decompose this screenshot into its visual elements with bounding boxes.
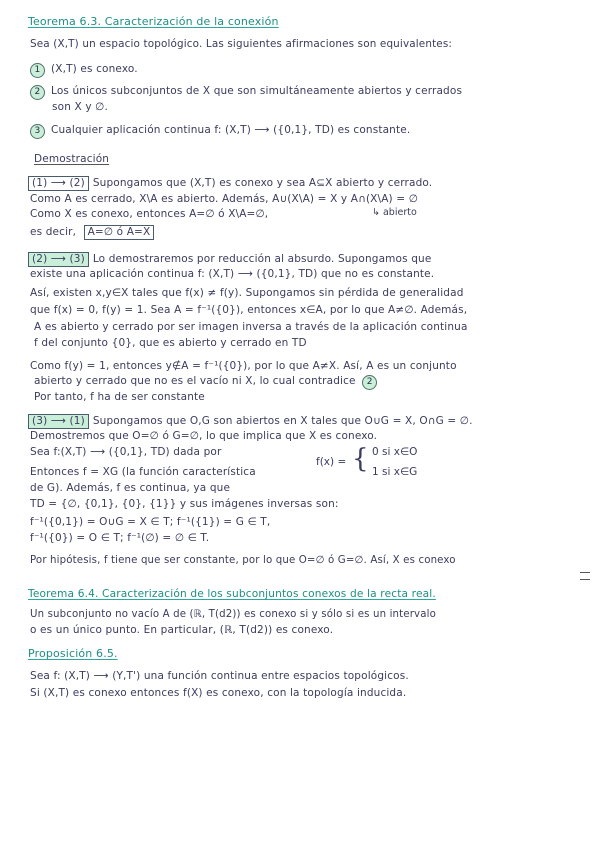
margin-mark <box>580 572 590 580</box>
proof-1-2-note: ↳ abierto <box>372 207 417 218</box>
proof-3-1-line-2: Demostremos que O=∅ ó G=∅, lo que implica que X es conexo. <box>30 430 378 442</box>
proof-3-1-text-1: Supongamos que O,G son abiertos en X tales que O∪G = X, O∩G = ∅. <box>92 415 473 427</box>
proof-1-2-text-4: es decir, <box>30 226 77 238</box>
proof-2-3-line-4: que f(x) = 0, f(y) = 1. Sea A = f⁻¹({0}), entonces x∈A, por lo que A≠∅. Además, <box>30 304 468 316</box>
theorem-6-3-intro: Sea (X,T) un espacio topológico. Las siguientes afirmaciones son equivalentes: <box>30 38 453 50</box>
item-2-text: Los únicos subconjuntos de X que son simultáneamente abiertos y cerrados <box>51 85 463 97</box>
proof-3-1-fx: f(x) = <box>316 456 347 468</box>
proof-2-3-text-8: abierto y cerrado que no es el vacío ni X, lo cual contradice <box>34 375 356 387</box>
proof-2-3-line-8 <box>34 375 383 390</box>
proof-2-3-line-1 <box>28 252 431 267</box>
theorem-6-4-title: Teorema 6.4. Caracterización de los subconjuntos conexos de la recta real. <box>28 588 436 600</box>
item-3-text: Cualquier aplicación continua f: (X,T) ⟶ ({0,1}, TD) es constante. <box>51 124 411 136</box>
proof-3-1-line-3: Sea f:(X,T) ⟶ ({0,1}, TD) dada por <box>30 446 222 458</box>
theorem-6-4-line-2: o es un único punto. En particular, (ℝ, T(d2)) es conexo. <box>30 624 334 636</box>
proof-1-2-text-1: Supongamos que (X,T) es conexo y sea A⊆X abierto y cerrado. <box>92 177 433 189</box>
proposition-6-5-title: Proposición 6.5. <box>28 647 118 660</box>
proof-2-3-line-9: Por tanto, f ha de ser constante <box>34 391 205 403</box>
proof-2-3-label: (2) ⟶ (3) <box>28 252 89 267</box>
item-1 <box>30 63 138 78</box>
proof-2-3-line-5: A es abierto y cerrado por ser imagen inversa a través de la aplicación continua <box>34 321 468 333</box>
demonstration-title: Demostración <box>34 153 110 165</box>
proof-1-2-line-1 <box>28 176 432 191</box>
proof-3-1-line-9: Por hipótesis, f tiene que ser constante, por lo que O=∅ ó G=∅. Así, X es conexo <box>30 555 456 566</box>
proof-3-1-line-1 <box>28 414 473 429</box>
item-1-number: 1 <box>30 63 45 78</box>
theorem-6-4-line-1: Un subconjunto no vacío A de (ℝ, T(d2)) es conexo si y sólo si es un intervalo <box>30 609 436 620</box>
item-2-number: 2 <box>30 85 45 100</box>
proof-1-2-label: (1) ⟶ (2) <box>28 176 89 191</box>
proof-3-1-line-4: Entonces f = XG (la función característica <box>30 466 256 478</box>
item-2-cont: son X y ∅. <box>52 101 108 113</box>
proof-3-1-line-5: de G). Además, f es continua, ya que <box>30 482 231 494</box>
item-3-number: 3 <box>30 124 45 139</box>
proof-3-1-line-8: f⁻¹({0}) = O ∈ T; f⁻¹(∅) = ∅ ∈ T. <box>30 532 210 544</box>
proof-3-1-case-2: 1 si x∈G <box>372 466 418 478</box>
item-2 <box>30 85 462 100</box>
item-3 <box>30 124 410 139</box>
proof-3-1-line-7: f⁻¹({0,1}) = O∪G = X ∈ T; f⁻¹({1}) = G ∈ T, <box>30 516 271 528</box>
proof-2-3-line-7: Como f(y) = 1, entonces y∉A = f⁻¹({0}), por lo que A≠X. Así, A es un conjunto <box>30 360 457 372</box>
proof-2-3-text-1: Lo demostraremos por reducción al absurdo. Supongamos que <box>92 253 432 265</box>
item-1-text: (X,T) es conexo. <box>51 63 138 75</box>
proof-1-2-line-4 <box>30 225 158 240</box>
proof-3-1-line-6: TD = {∅, {0,1}, {0}, {1}} y sus imágenes inversas son: <box>30 498 339 510</box>
proof-2-3-line-6: f del conjunto {0}, que es abierto y cerrado en TD <box>34 337 307 349</box>
proposition-6-5-line-1: Sea f: (X,T) ⟶ (Y,T') una función continua entre espacios topológicos. <box>30 670 409 682</box>
proof-2-3-line-3: Así, existen x,y∈X tales que f(x) ≠ f(y). Supongamos sin pérdida de generalidad <box>30 287 464 299</box>
proof-1-2-result: A=∅ ó A=X <box>84 225 155 240</box>
proposition-6-5-line-2: Si (X,T) es conexo entonces f(X) es conexo, con la topología inducida. <box>30 687 407 699</box>
proof-3-1-label: (3) ⟶ (1) <box>28 414 89 429</box>
proof-2-3-line-2: existe una aplicación continua f: (X,T) ⟶ ({0,1}, TD) que no es constante. <box>30 268 435 280</box>
theorem-6-3-title: Teorema 6.3. Caracterización de la conexión <box>28 15 279 28</box>
proof-2-3-ref: 2 <box>362 375 377 390</box>
proof-3-1-brace: { <box>352 444 369 474</box>
proof-3-1-case-1: 0 si x∈O <box>372 446 418 458</box>
proof-1-2-line-2: Como A es cerrado, X\A es abierto. Además, A∪(X\A) = X y A∩(X\A) = ∅ <box>30 193 419 205</box>
proof-1-2-line-3: Como X es conexo, entonces A=∅ ó X\A=∅, <box>30 208 269 220</box>
